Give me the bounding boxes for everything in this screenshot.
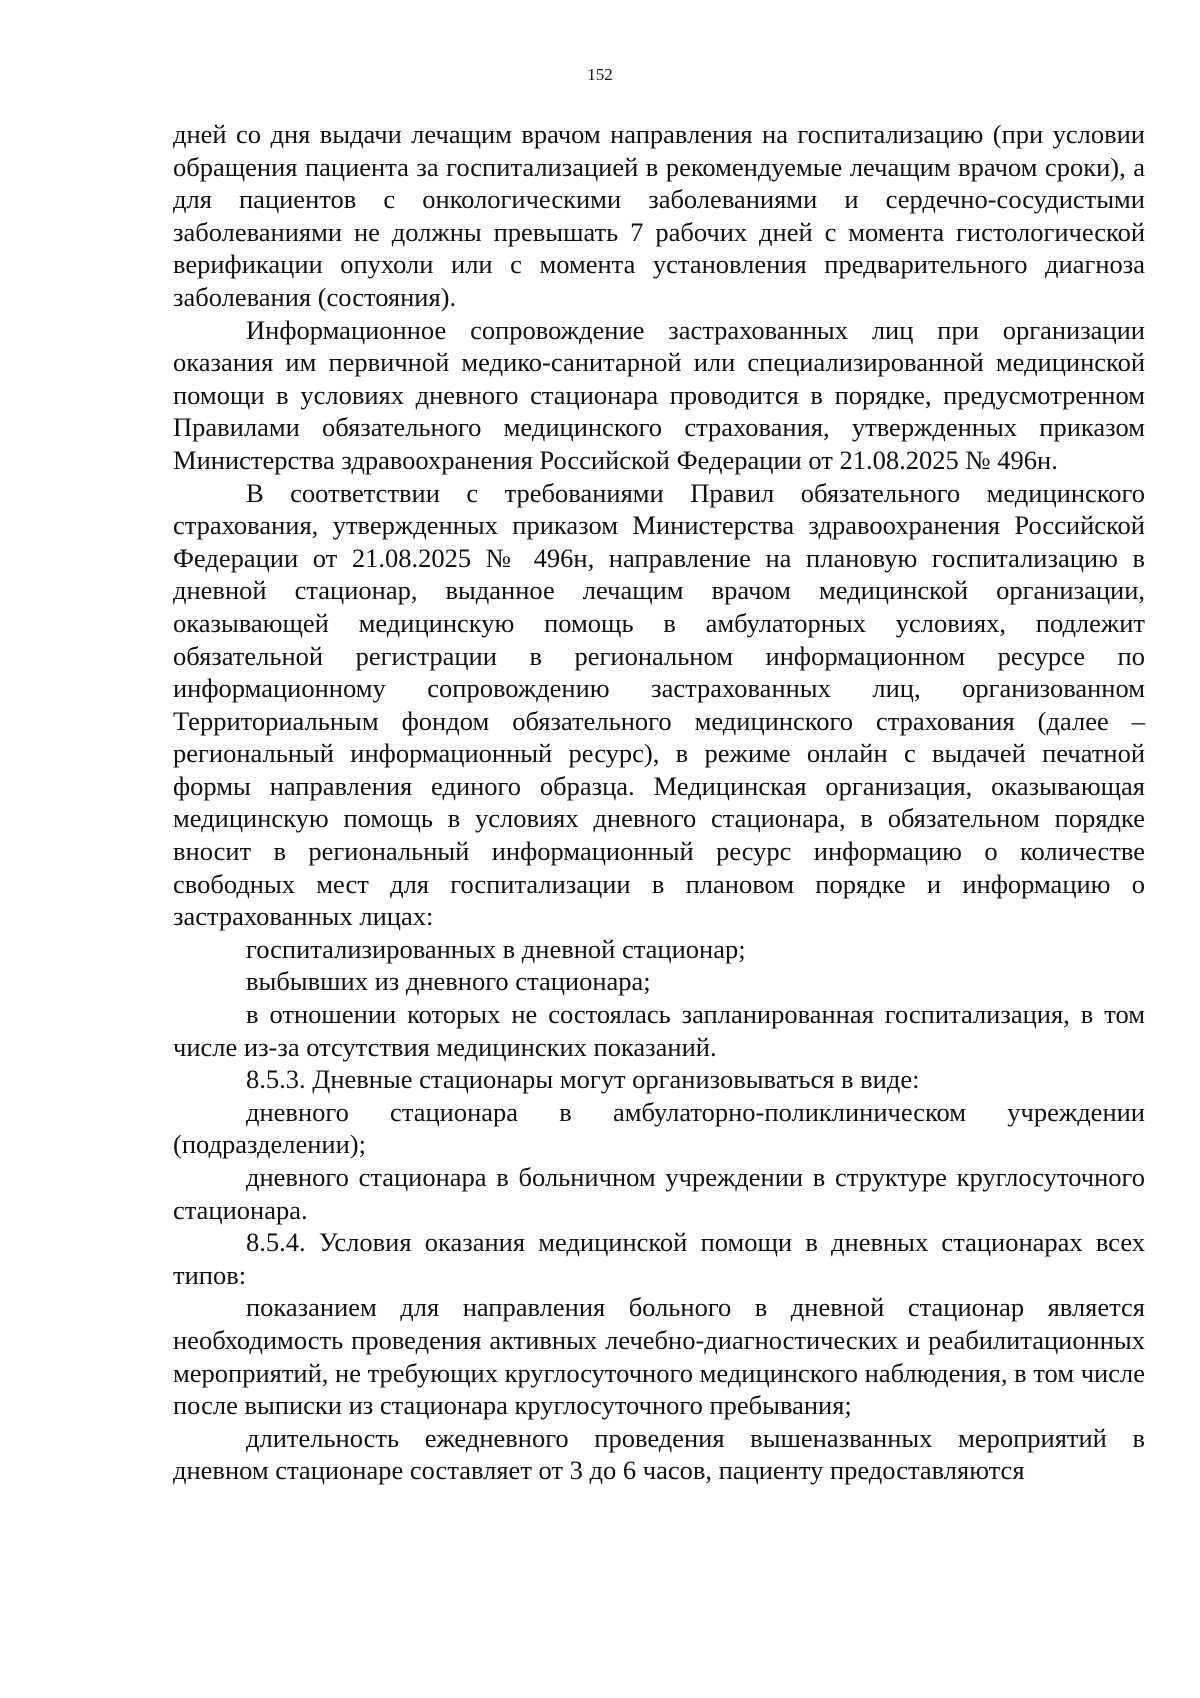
paragraph-referral-indication: показанием для направления больного в дневной стационар является необходимость проведения активных лечебно-диагностических и реабилитационных мероприятий, не требующих круглосуточного медицинского наблюдения, в том числе после выписки из стационара круглосуточного пребывания; (173, 1292, 1145, 1421)
paragraph-information-support: Информационное сопровождение застрахованных лиц при организации оказания им первичной медико-санитарной или специализированной медицинской помощи в условиях дневного стационара проводится в порядке, предусмотренном Правилами обязательного медицинского страхования, утвержденных приказом Министерства здравоохранения Российской Федерации от 21.08.2025 № 496н. (173, 314, 1145, 475)
document-body (173, 118, 1145, 1487)
section-8-5-4-heading: 8.5.4. Условия оказания медицинской помощи в дневных стационарах всех типов: (173, 1227, 1145, 1290)
list-item-not-hospitalized: в отношении которых не состоялась запланированная госпитализация, в том числе из-за отсутствия медицинских показаний. (173, 999, 1145, 1062)
list-item-inpatient-day-hospital: дневного стационара в больничном учреждении в структуре круглосуточного стационара. (173, 1162, 1145, 1225)
paragraph-daily-duration: длительность ежедневного проведения вышеназванных мероприятий в дневном стационаре составляет от 3 до 6 часов, пациенту предоставляются (173, 1422, 1145, 1486)
list-item-hospitalized: госпитализированных в дневной стационар; (246, 933, 746, 964)
list-item-outpatient-day-hospital: дневного стационара в амбулаторно-поликлиническом учреждении (подразделении); (173, 1096, 1145, 1160)
section-8-5-3-heading: 8.5.3. Дневные стационары могут организовываться в виде: (246, 1064, 920, 1095)
paragraph-continuation: дней со дня выдачи лечащим врачом направления на госпитализацию (при условии обращения пациента за госпитализацией в рекомендуемые лечащим врачом сроки), а для пациентов с онкологическими заболеваниями и сердечно-сосудистыми заболеваниями не должны превышать 7 рабочих дней с момента гистологической верификации опухоли или с момента установления предварительного диагноза заболевания (состояния). (173, 119, 1145, 312)
paragraph-referral-registration: В соответствии с требованиями Правил обязательного медицинского страхования, утвержденных приказом Министерства здравоохранения Российской Федерации от 21.08.2025 № 496н, направление на плановую госпитализацию в дневной стационар, выданное лечащим врачом медицинской организации, оказывающей медицинскую помощь в амбулаторных условиях, подлежит обязательной регистрации в региональном информационном ресурсе по информационному сопровождению застрахованных лиц, организованном Территориальным фондом обязательного медицинского страхования (далее – региональный информационный ресурс), в режиме онлайн с выдачей печатной формы направления единого образца. Медицинская организация, оказывающая медицинскую помощь в условиях дневного стационара, в обязательном порядке вносит в региональный информационный ресурс информацию о количестве свободных мест для госпитализации в плановом порядке и информацию о застрахованных лицах: (173, 477, 1145, 932)
list-item-discharged: выбывших из дневного стационара; (246, 966, 651, 997)
page-number: 152 (587, 65, 613, 84)
